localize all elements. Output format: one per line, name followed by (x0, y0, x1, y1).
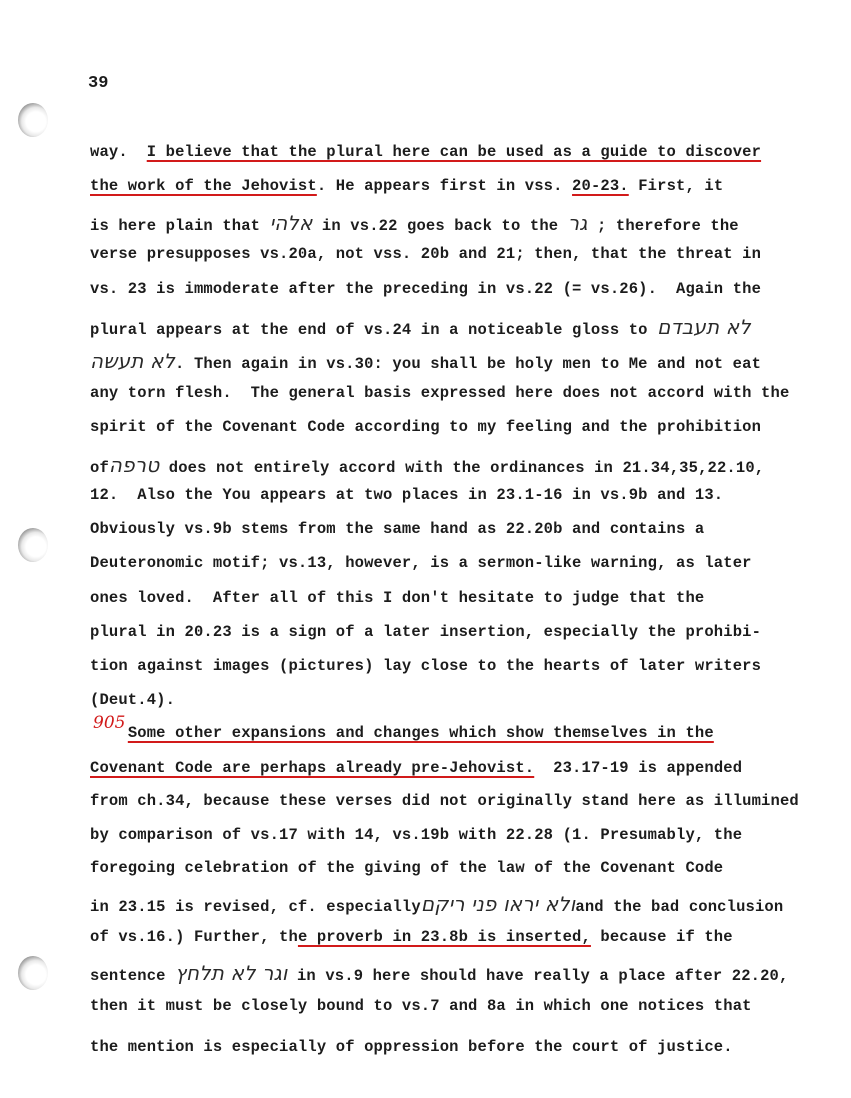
hebrew-insert: ולא יראו פני ריקם (420, 892, 576, 916)
text-line: the work of the Jehovist. He appears first in vss. 20-23. First, it (90, 177, 724, 195)
text-line: in 23.15 is revised, cf. especiallyולא יראו פני ריקםand the bad conclusion (90, 892, 784, 916)
hebrew-insert: לא תעשה (90, 349, 176, 373)
hebrew-insert: אלהי (269, 211, 313, 235)
text-line: is here plain that אלהי in vs.22 goes back to the גר ; therefore the (90, 211, 739, 235)
text-line: way. I believe that the plural here can be used as a guide to discover (90, 143, 762, 161)
text-line: plural appears at the end of vs.24 in a noticeable gloss to לא תעבדם (90, 315, 751, 339)
text-line: then it must be closely bound to vs.7 and 8a in which one notices that (90, 997, 752, 1015)
punch-hole (18, 956, 48, 990)
hebrew-insert: גר (567, 211, 588, 235)
text-line: tion against images (pictures) lay close to the hearts of later writers (90, 657, 762, 675)
hebrew-insert: טרפה (108, 453, 160, 477)
page-number: 39 (88, 74, 109, 93)
text-line: (Deut.4). (90, 691, 176, 709)
text-line: from ch.34, because these verses did not originally stand here as illumined (90, 792, 799, 810)
text-line: by comparison of vs.17 with 14, vs.19b with 22.28 (1. Presumably, the (90, 826, 743, 844)
text-line: any torn flesh. The general basis expressed here does not accord with the (90, 384, 790, 402)
hebrew-insert: לא תעבדם (657, 315, 751, 339)
text-line: sentence וגר לא תלחץ in vs.9 here should have really a place after 22.20, (90, 961, 789, 985)
text-line: 12. Also the You appears at two places in 23.1-16 in vs.9b and 13. (90, 486, 724, 504)
text-line: ofטרפה does not entirely accord with the ordinances in 21.34,35,22.10, (90, 453, 765, 477)
text-line: vs. 23 is immoderate after the preceding in vs.22 (= vs.26). Again the (90, 280, 762, 298)
text-line: spirit of the Covenant Code according to my feeling and the prohibition (90, 418, 762, 436)
punch-hole (18, 528, 48, 562)
text-line: Some other expansions and changes which show themselves in the (127, 724, 714, 742)
text-line: Deuteronomic motif; vs.13, however, is a sermon-like warning, as later (90, 554, 752, 572)
punch-hole (18, 103, 48, 137)
hebrew-insert: וגר לא תלחץ (175, 961, 288, 985)
text-line: plural in 20.23 is a sign of a later insertion, especially the prohibi- (90, 623, 762, 641)
text-line: לא תעשה. Then again in vs.30: you shall be holy men to Me and not eat (90, 349, 762, 373)
margin-note: 905 (93, 713, 126, 733)
text-line: foregoing celebration of the giving of the law of the Covenant Code (90, 859, 724, 877)
text-line: of vs.16.) Further, the proverb in 23.8b is inserted, because if the (90, 928, 733, 946)
text-line: Covenant Code are perhaps already pre-Jehovist. 23.17-19 is appended (90, 759, 743, 777)
text-line: the mention is especially of oppression before the court of justice. (90, 1038, 733, 1056)
text-line: Obviously vs.9b stems from the same hand as 22.20b and contains a (90, 520, 705, 538)
text-line: ones loved. After all of this I don't hesitate to judge that the (90, 589, 705, 607)
text-line: verse presupposes vs.20a, not vss. 20b and 21; then, that the threat in (90, 245, 762, 263)
